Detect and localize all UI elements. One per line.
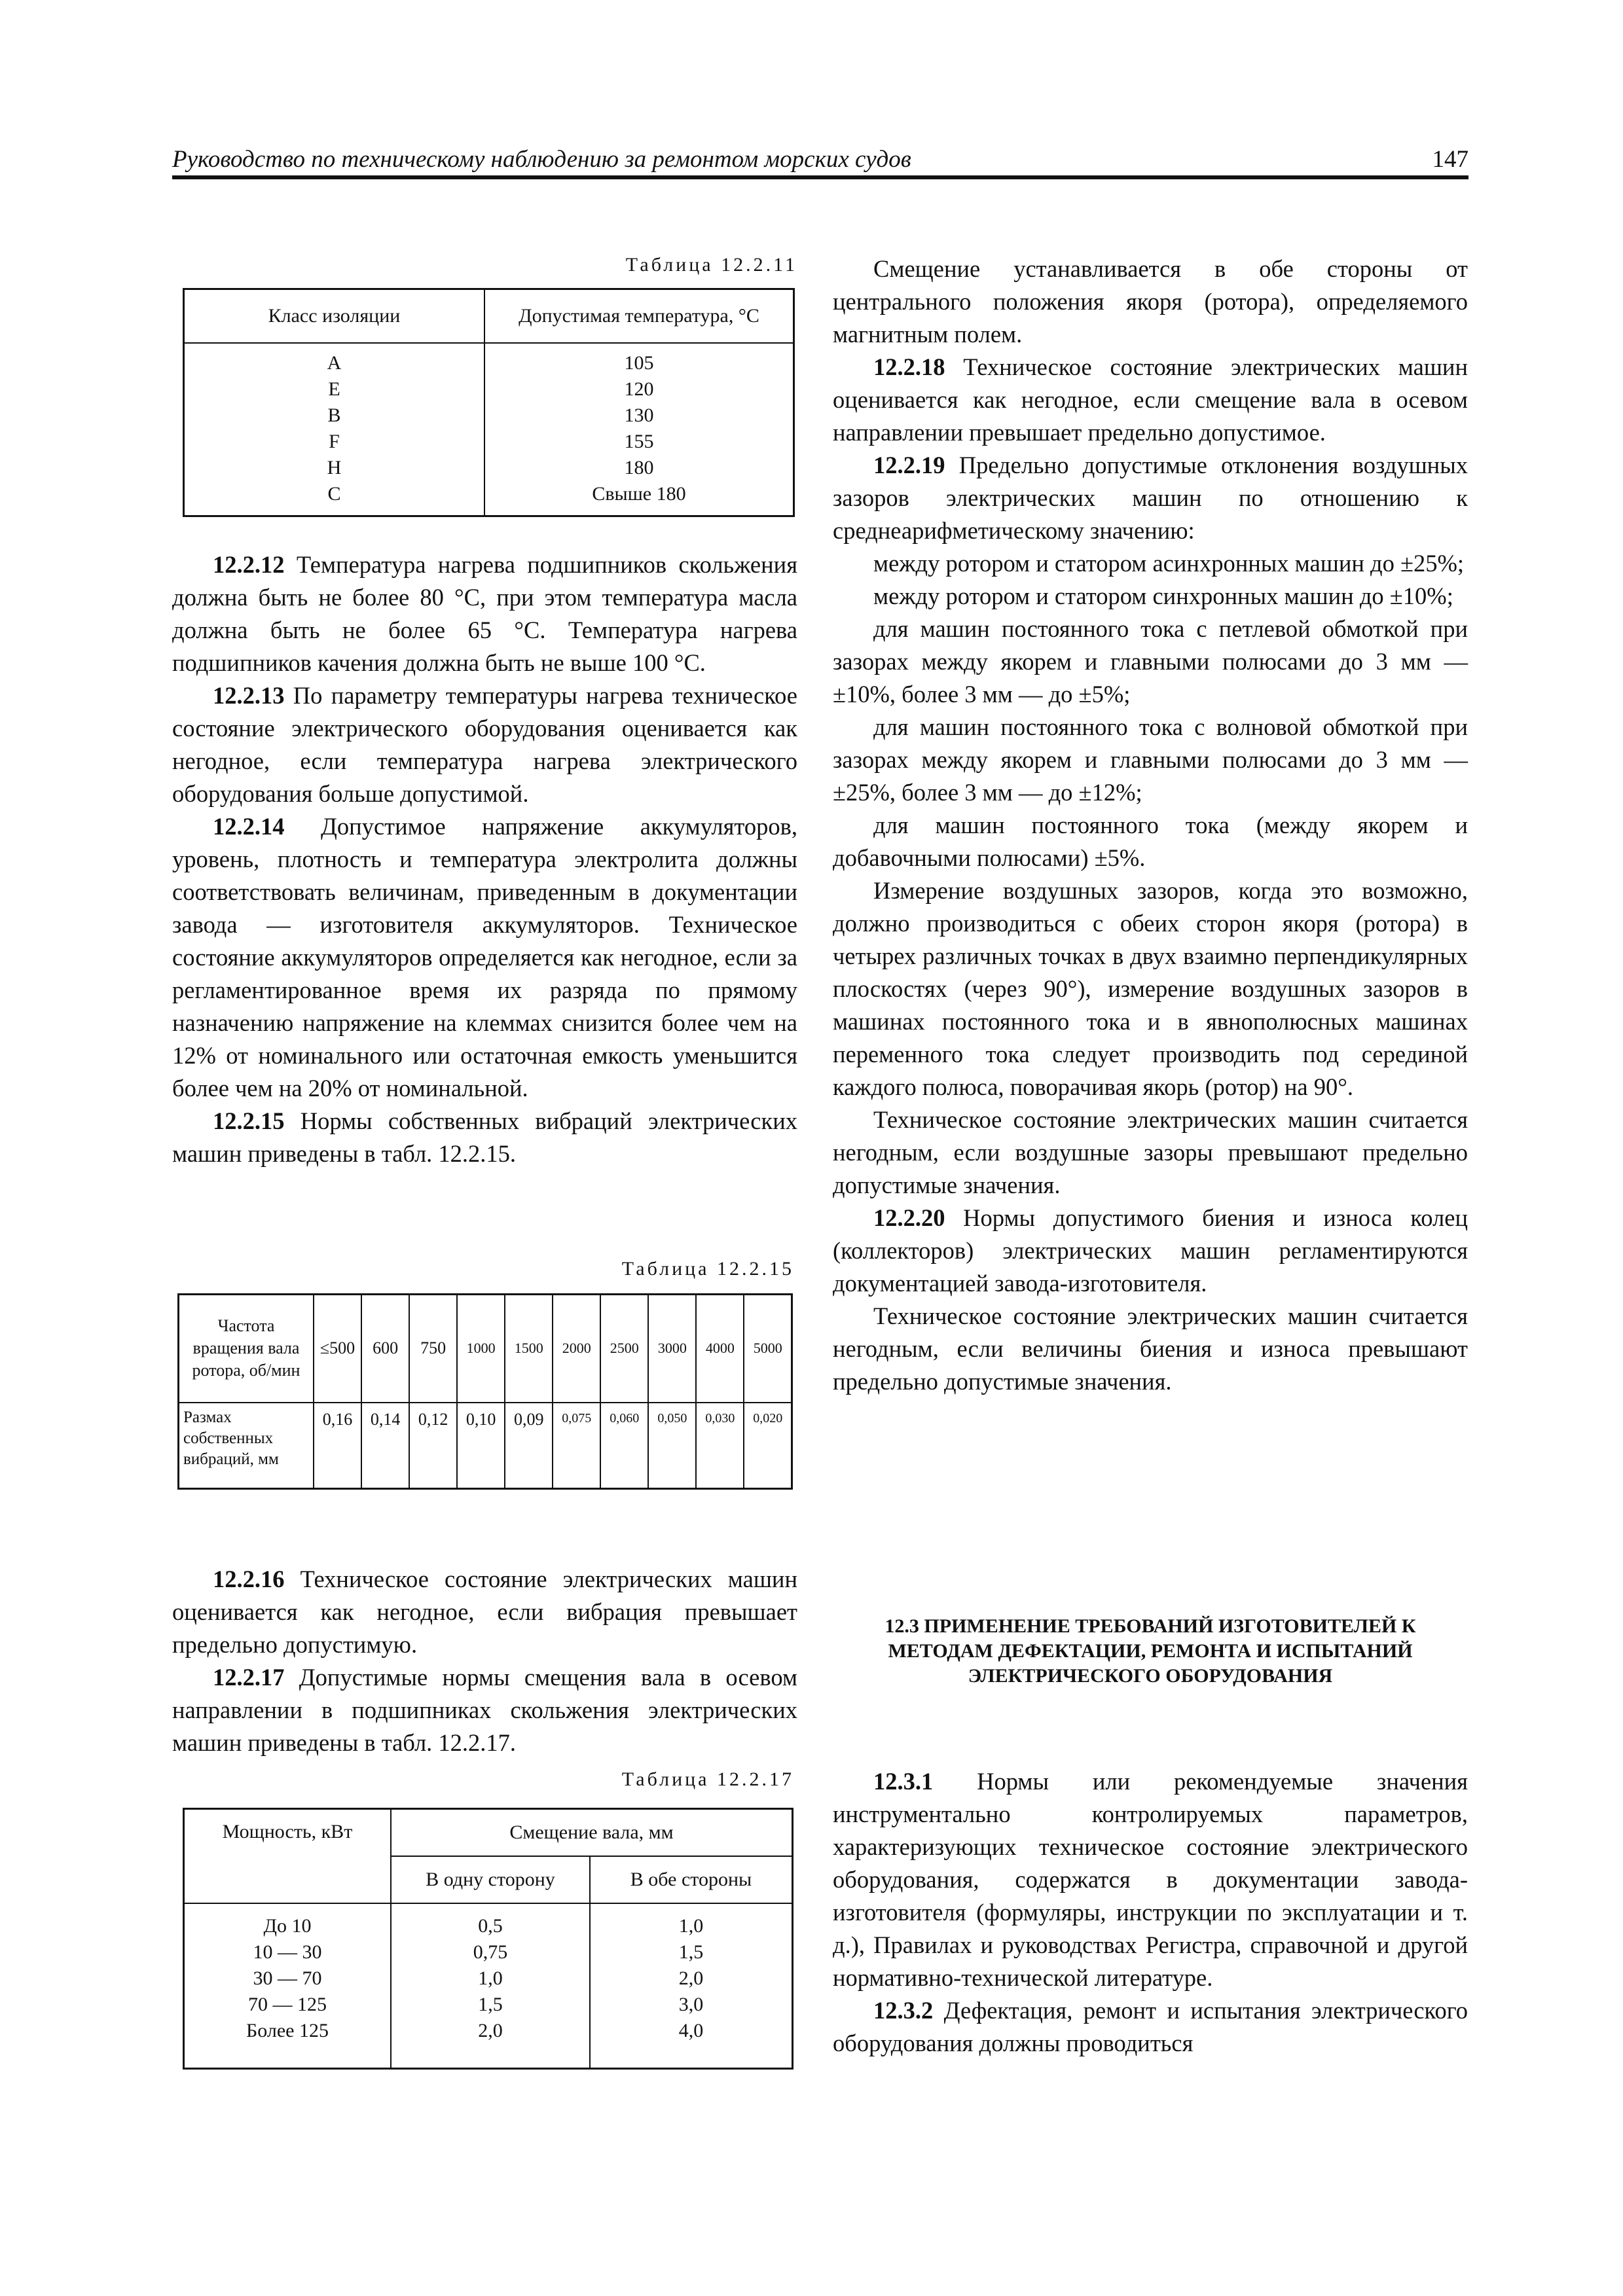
both-sides-value: 1,5 bbox=[678, 1941, 704, 1963]
speed-value: 750 bbox=[409, 1295, 457, 1403]
clause-text: Дефектация, ремонт и испытания электрического оборудования должны проводиться bbox=[833, 1997, 1468, 2056]
both-sides-value: 4,0 bbox=[678, 2019, 704, 2041]
clause-text: Температура нагрева подшипников скольжения должна быть не более 80 °С, при этом температура масла должна быть не более 65 °С. Температура нагрева подшипников качения должна быть не выше 100 °С. bbox=[172, 551, 797, 676]
speed-value: 1000 bbox=[457, 1295, 505, 1403]
left-text-block-2 bbox=[172, 1563, 797, 1759]
vibration-value: 0,10 bbox=[457, 1403, 505, 1489]
clause-number: 12.2.20 bbox=[873, 1204, 945, 1231]
table-12-2-11 bbox=[183, 288, 795, 517]
allowed-temperature-list bbox=[484, 343, 794, 516]
table-12-2-17-caption: Таблица 12.2.17 bbox=[621, 1768, 794, 1790]
vibration-value: 0,030 bbox=[696, 1403, 744, 1489]
speed-value: 1500 bbox=[505, 1295, 553, 1403]
power-value: До 10 bbox=[263, 1914, 312, 1937]
vibration-row-label: Размах собственных вибраций, мм bbox=[179, 1403, 314, 1489]
vibration-value: 0,14 bbox=[361, 1403, 409, 1489]
paragraph-unfit-gaps: Техническое состояние электрических машин считается негодным, если воздушные зазоры превышают предельно допустимые значения. bbox=[833, 1106, 1468, 1198]
paragraph-12-2-16 bbox=[172, 1563, 797, 1661]
paragraph-12-2-20 bbox=[833, 1202, 1468, 1300]
both-sides-header: В обе стороны bbox=[590, 1856, 793, 1903]
insulation-class: C bbox=[327, 482, 341, 505]
one-side-value: 0,5 bbox=[478, 1914, 503, 1937]
allowed-temperature: Свыше 180 bbox=[592, 482, 686, 505]
insulation-class: E bbox=[328, 378, 340, 400]
insulation-class: H bbox=[327, 456, 342, 478]
clause-number: 12.2.12 bbox=[213, 551, 285, 578]
paragraph-12-2-12 bbox=[172, 548, 797, 679]
paragraph-12-3-2 bbox=[833, 1994, 1468, 2060]
clause-number: 12.2.17 bbox=[213, 1664, 285, 1691]
vibration-value: 0,12 bbox=[409, 1403, 457, 1489]
clause-number: 12.2.15 bbox=[213, 1107, 285, 1134]
insulation-class: A bbox=[327, 351, 342, 374]
speed-row-label: Частота вращения вала ротора, об/мин bbox=[179, 1295, 314, 1403]
allowed-temperature: 105 bbox=[624, 351, 654, 374]
page-header bbox=[172, 145, 1468, 178]
clause-text: Техническое состояние электрических машин оценивается как негодное, если смещение вала в осевом направлении превышает предельно допустимое. bbox=[833, 353, 1468, 446]
both-sides-value: 3,0 bbox=[678, 1993, 704, 2015]
table-12-2-11-caption: Таблица 12.2.11 bbox=[625, 254, 797, 276]
speed-value: 5000 bbox=[744, 1295, 792, 1403]
right-text-block-2 bbox=[833, 1765, 1468, 2060]
gap-limit-item: между ротором и статором асинхронных машин до ±25%; bbox=[873, 550, 1465, 577]
gap-limit-item: для машин постоянного тока с волновой обмоткой при зазорах между якорем и главными полюсами до 3 мм — ±25%, более 3 мм — до ±12%; bbox=[833, 713, 1468, 806]
paragraph-12-2-13 bbox=[172, 679, 797, 810]
power-header: Мощность, кВт bbox=[184, 1809, 392, 1903]
power-value: 30 — 70 bbox=[253, 1967, 322, 1989]
clause-text: Допустимые нормы смещения вала в осевом направлении в подшипниках скольжения электрических машин приведены в табл. 12.2.17. bbox=[172, 1664, 797, 1756]
speed-value: 4000 bbox=[696, 1295, 744, 1403]
clause-number: 12.2.19 bbox=[873, 452, 945, 478]
clause-number: 12.2.16 bbox=[213, 1566, 285, 1592]
left-text-block-1 bbox=[172, 548, 797, 1170]
section-12-3-title: 12.3 ПРИМЕНЕНИЕ ТРЕБОВАНИЙ ИЗГОТОВИТЕЛЕЙ К МЕТОДАМ ДЕФЕКТАЦИИ, РЕМОНТА И ИСПЫТАНИЙ ЭЛЕКТРИЧЕСКОГО ОБОРУДОВАНИЯ bbox=[884, 1615, 1416, 1687]
clause-number: 12.3.2 bbox=[873, 1997, 934, 2024]
header-rule bbox=[172, 175, 1468, 179]
one-side-value: 0,75 bbox=[473, 1941, 508, 1963]
power-value: 10 — 30 bbox=[253, 1941, 322, 1963]
paragraph-unfit-runout: Техническое состояние электрических машин считается негодным, если величины биения и износа превышают предельно допустимые значения. bbox=[833, 1302, 1468, 1395]
paragraph-12-2-14 bbox=[172, 810, 797, 1105]
one-side-value: 1,0 bbox=[478, 1967, 503, 1989]
paragraph-12-2-17 bbox=[172, 1661, 797, 1759]
allowed-temperature: 155 bbox=[624, 430, 654, 452]
paragraph-12-3-1 bbox=[833, 1765, 1468, 1994]
clause-number: 12.2.13 bbox=[213, 682, 285, 709]
shaft-shift-header: Смещение вала, мм bbox=[391, 1809, 793, 1856]
paragraph-gap-measurement: Измерение воздушных зазоров, когда это возможно, должно производиться с обеих сторон якоря (ротора) в четырех различных точках в двух взаимно перпендикулярных плоскостях (через 90°), измерение воздушных зазоров в машинах постоянного тока и в явнополюсных машинах переменного тока следует производить под серединой каждого полюса, поворачивая якорь (ротор) на 90°. bbox=[833, 877, 1468, 1100]
speed-value: 600 bbox=[361, 1295, 409, 1403]
clause-text: Нормы допустимого биения и износа колец (коллекторов) электрических машин регламентируются документацией завода-изготовителя. bbox=[833, 1204, 1468, 1297]
speed-value: 2500 bbox=[600, 1295, 648, 1403]
allowed-temperature: 130 bbox=[624, 404, 654, 426]
clause-number: 12.2.18 bbox=[873, 353, 945, 380]
one-side-value: 1,5 bbox=[478, 1993, 503, 2015]
clause-number: 12.3.1 bbox=[873, 1768, 934, 1795]
clause-text: Нормы или рекомендуемые значения инструментально контролируемых параметров, характеризующих техническое состояние электрического оборудования, содержатся в документации завода-изготовителя (формуляры, инструкции по эксплуатации и т. д.), Правилах и руководствах Регистра, справочной и другой нормативно-технической литературе. bbox=[833, 1768, 1468, 1991]
allowed-temperature: 120 bbox=[624, 378, 654, 400]
running-title: Руководство по техническому наблюдению за ремонтом морских судов bbox=[172, 146, 911, 173]
clause-text: Допустимое напряжение аккумуляторов, уровень, плотность и температура электролита должны соответствовать величинам, приведенным в документации завода — изготовителя аккумуляторов. Техническое состояние аккумуляторов определяется как негодное, если за регламентированное время их разряда по прямому назначению напряжение на клеммах снизится более чем на 12% от номинального или остаточная емкость уменьшится более чем на 20% от номинальной. bbox=[172, 813, 797, 1102]
vibration-value: 0,060 bbox=[600, 1403, 648, 1489]
vibration-value: 0,050 bbox=[648, 1403, 696, 1489]
speed-value: 2000 bbox=[553, 1295, 600, 1403]
table-11-col2-header: Допустимая температура, °С bbox=[484, 289, 794, 343]
insulation-class: B bbox=[327, 404, 341, 426]
clause-text: Предельно допустимые отклонения воздушных зазоров электрических машин по отношению к среднеарифметическому значению: bbox=[833, 452, 1468, 544]
paragraph-12-2-18 bbox=[833, 351, 1468, 449]
insulation-class-list bbox=[184, 343, 485, 516]
vibration-value: 0,020 bbox=[744, 1403, 792, 1489]
table-12-2-15 bbox=[177, 1293, 793, 1490]
clause-text: По параметру температуры нагрева техническое состояние электрического оборудования оценивается как негодное, если температура нагрева электрического оборудования больше допустимой. bbox=[172, 682, 797, 807]
insulation-class: F bbox=[329, 430, 340, 452]
clause-number: 12.2.14 bbox=[213, 813, 285, 840]
power-value: 70 — 125 bbox=[248, 1993, 327, 2015]
both-sides-value: 2,0 bbox=[678, 1967, 704, 1989]
gap-limit-item: для машин постоянного тока с петлевой обмоткой при зазорах между якорем и главными полюсами до 3 мм — ±10%, более 3 мм — до ±5%; bbox=[833, 615, 1468, 708]
speed-value: 3000 bbox=[648, 1295, 696, 1403]
vibration-value: 0,09 bbox=[505, 1403, 553, 1489]
page-number: 147 bbox=[1432, 146, 1468, 173]
one-side-header: В одну сторону bbox=[391, 1856, 590, 1903]
power-list bbox=[184, 1903, 392, 2069]
clause-text: Техническое состояние электрических машин оценивается как негодное, если вибрация превышает предельно допустимую. bbox=[172, 1566, 797, 1658]
paragraph-12-2-19 bbox=[833, 449, 1468, 547]
both-sides-value: 1,0 bbox=[678, 1914, 704, 1937]
gap-limit-item: для машин постоянного тока (между якорем и добавочными полюсами) ±5%. bbox=[833, 812, 1468, 871]
one-side-list bbox=[391, 1903, 590, 2069]
gap-limit-item: между ротором и статором синхронных машин до ±10%; bbox=[873, 583, 1453, 609]
power-value: Более 125 bbox=[246, 2019, 329, 2041]
speed-value: ≤500 bbox=[314, 1295, 361, 1403]
right-text-block-1 bbox=[833, 253, 1468, 1398]
table-12-2-17 bbox=[183, 1808, 793, 2070]
table-11-col1-header: Класс изоляции bbox=[184, 289, 485, 343]
vibration-value: 0,075 bbox=[553, 1403, 600, 1489]
paragraph-12-2-15 bbox=[172, 1105, 797, 1170]
one-side-value: 2,0 bbox=[478, 2019, 503, 2041]
paragraph-shift-intro: Смещение устанавливается в обе стороны от центрального положения якоря (ротора), определяемого магнитным полем. bbox=[833, 255, 1468, 348]
clause-text: Нормы собственных вибраций электрических машин приведены в табл. 12.2.15. bbox=[172, 1107, 797, 1167]
allowed-temperature: 180 bbox=[624, 456, 654, 478]
both-sides-list bbox=[590, 1903, 793, 2069]
table-12-2-15-caption: Таблица 12.2.15 bbox=[621, 1258, 794, 1280]
vibration-value: 0,16 bbox=[314, 1403, 361, 1489]
